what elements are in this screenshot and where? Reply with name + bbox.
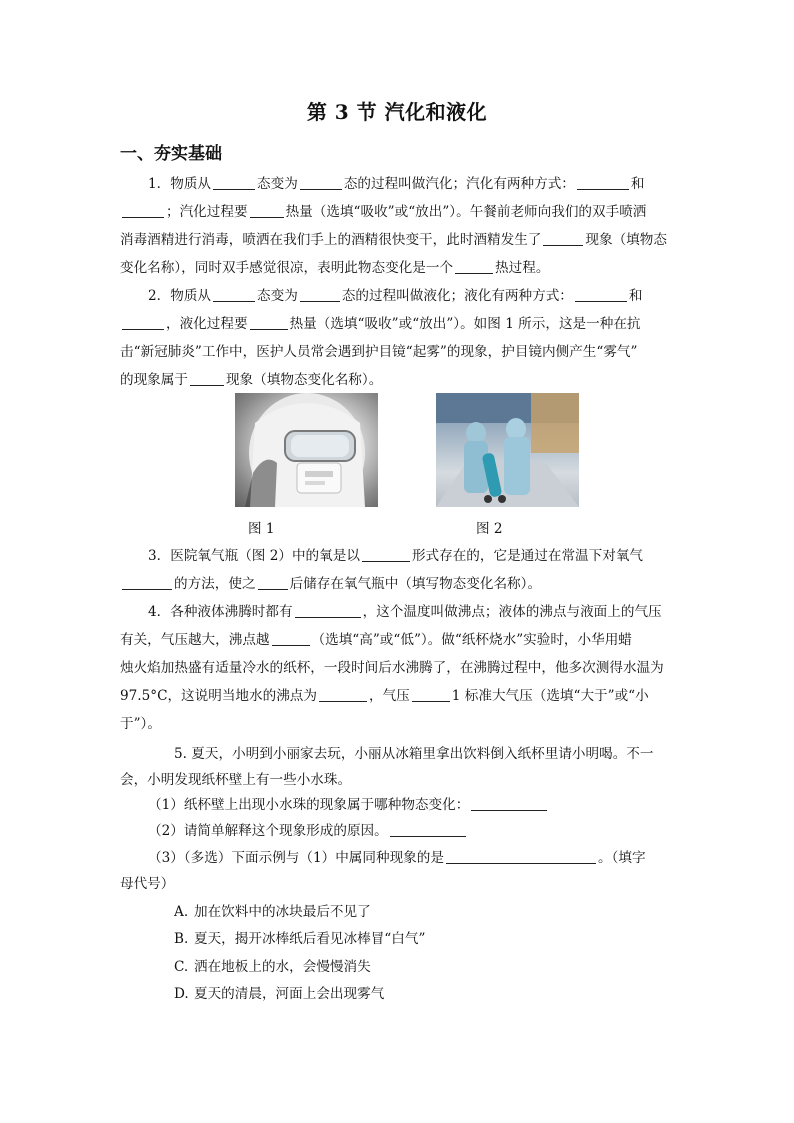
- answer-blank[interactable]: [300, 175, 342, 190]
- text: 热量（选填“吸收”或“放出”）。午餐前老师向我们的双手喷洒: [285, 204, 647, 220]
- page-title: 第 3 节 汽化和液化: [306, 100, 488, 124]
- q2-line-1: [148, 287, 704, 305]
- text: 的方法，使之: [174, 576, 256, 592]
- text: （2）请简单解释这个现象形成的原因。: [148, 823, 388, 839]
- text: 现象（填物态变化名称）。: [225, 372, 383, 388]
- text: （3）（多选）下面示例与（1）中属同种现象的是: [148, 850, 444, 866]
- hospital-corridor-illustration: [436, 393, 579, 507]
- text: 1．物质从: [148, 176, 212, 192]
- text: 形式存在的，它是通过在常温下对氧气: [411, 548, 644, 564]
- answer-blank[interactable]: [455, 259, 493, 274]
- q5-sub-1: [148, 796, 704, 814]
- option-text: 夏天，揭开冰棒纸后看见冰棒冒“白气”: [194, 931, 426, 947]
- answer-blank[interactable]: [250, 315, 288, 330]
- text: 击“新冠肺炎”工作中，医护人员常会遇到护目镜“起雾”的现象，护目镜内侧产生“雾气”: [120, 344, 638, 360]
- figure-2-caption: 图 2: [476, 521, 503, 537]
- section-heading: 一、夯实基础: [120, 144, 222, 164]
- text: 现象（填物态: [585, 232, 667, 248]
- text: 和: [630, 176, 645, 192]
- text: 的现象属于: [120, 372, 188, 388]
- text: （1）纸杯壁上出现小水珠的现象属于哪种物态变化：: [148, 797, 470, 813]
- q1-line-4: [120, 259, 676, 277]
- text: 5. 夏天，小明到小丽家去玩，小丽从冰箱里拿出饮料倒入纸杯里请小明喝。不一: [174, 746, 654, 762]
- option-label: B.: [174, 931, 189, 947]
- text: 有关，气压越大，沸点越: [120, 632, 270, 648]
- option-d: [174, 985, 730, 1003]
- answer-blank[interactable]: [122, 203, 164, 218]
- answer-blank[interactable]: [577, 175, 629, 190]
- q2-line-4: [120, 371, 676, 389]
- answer-blank[interactable]: [250, 203, 284, 218]
- text: 热过程。: [495, 260, 550, 276]
- answer-blank[interactable]: [295, 603, 361, 618]
- q4-line-1: [148, 603, 704, 621]
- q3-line-2: [120, 575, 676, 593]
- text: ；汽化过程要: [166, 204, 248, 220]
- text: 后储存在氧气瓶中（填写物态变化名称）。: [289, 576, 542, 592]
- text: （选填“高”或“低”）。做“纸杯烧水”实验时，小华用蜡: [311, 632, 632, 648]
- figure-1-goggles-photo: [235, 393, 378, 507]
- option-text: 加在饮料中的冰块最后不见了: [194, 904, 371, 920]
- text: 态的过程叫做汽化；汽化有两种方式：: [343, 176, 575, 192]
- goggles-illustration: [235, 393, 378, 507]
- q1-line-1: [148, 175, 704, 193]
- q5-line-2: [120, 771, 676, 789]
- answer-blank[interactable]: [272, 631, 310, 646]
- answer-blank[interactable]: [575, 287, 627, 302]
- text: ，液化过程要: [166, 316, 248, 332]
- q4-line-4: [120, 687, 676, 705]
- text: 2．物质从: [148, 288, 212, 304]
- text: 97.5°C，这说明当地水的沸点为: [120, 688, 317, 704]
- answer-blank[interactable]: [213, 175, 255, 190]
- option-label: C.: [174, 959, 189, 975]
- text: 态变为: [257, 288, 298, 304]
- option-text: 夏天的清晨，河面上会出现雾气: [194, 986, 385, 1002]
- q4-line-3: [120, 659, 676, 677]
- figure-1-caption: 图 1: [248, 521, 275, 537]
- q5-sub-2: [148, 822, 704, 840]
- text: 态变为: [257, 176, 298, 192]
- q2-line-2: [120, 315, 676, 333]
- text: 于”）。: [120, 716, 161, 732]
- answer-blank[interactable]: [190, 371, 224, 386]
- q2-line-3: [120, 343, 676, 361]
- answer-blank[interactable]: [412, 687, 450, 702]
- q4-line-2: [120, 631, 676, 649]
- answer-blank[interactable]: [390, 822, 466, 837]
- text: 态的过程叫做液化；液化有两种方式：: [341, 288, 573, 304]
- q1-line-3: [120, 231, 676, 249]
- figure-2-oxygen-cylinder-photo: [436, 393, 579, 507]
- q1-line-2: [120, 203, 676, 221]
- text: 会，小明发现纸杯壁上有一些小水珠。: [120, 772, 352, 788]
- text: ，气压: [369, 688, 410, 704]
- text: 热量（选填“吸收”或“放出”）。如图 1 所示，这是一种在抗: [289, 316, 641, 332]
- option-label: A.: [174, 904, 189, 920]
- q3-line-1: [148, 547, 704, 565]
- answer-blank[interactable]: [258, 575, 288, 590]
- option-text: 洒在地板上的水，会慢慢消失: [194, 959, 371, 975]
- answer-blank[interactable]: [543, 231, 583, 246]
- answer-blank[interactable]: [122, 575, 172, 590]
- text: 1 标准大气压（选填“大于”或“小: [451, 688, 649, 704]
- answer-blank[interactable]: [300, 287, 340, 302]
- q5-sub-3-cont: [120, 875, 676, 893]
- answer-blank[interactable]: [362, 547, 410, 562]
- option-label: D.: [174, 986, 189, 1002]
- text: 3．医院氧气瓶（图 2）中的氧是以: [148, 548, 360, 564]
- answer-blank[interactable]: [122, 315, 164, 330]
- option-c: [174, 958, 730, 976]
- text: 消毒酒精进行消毒，喷洒在我们手上的酒精很快变干，此时酒精发生了: [120, 232, 542, 248]
- text: 4．各种液体沸腾时都有: [148, 604, 293, 620]
- text: 和: [628, 288, 643, 304]
- answer-blank[interactable]: [446, 849, 596, 864]
- text: ，这个温度叫做沸点；液体的沸点与液面上的气压: [362, 604, 662, 620]
- q5-sub-3: [148, 849, 704, 867]
- text: 。（填字: [597, 850, 646, 866]
- option-b: [174, 930, 730, 948]
- answer-blank[interactable]: [319, 687, 367, 702]
- text: 母代号）: [120, 876, 175, 892]
- text: 变化名称），同时双手感觉很凉，表明此物态变化是一个: [120, 260, 454, 276]
- answer-blank[interactable]: [213, 287, 255, 302]
- answer-blank[interactable]: [471, 796, 547, 811]
- q5-line-1: [174, 745, 730, 763]
- q4-line-5: [120, 715, 676, 733]
- text: 烛火焰加热盛有适量冷水的纸杯，一段时间后水沸腾了，在沸腾过程中，他多次测得水温为: [120, 660, 664, 676]
- option-a: [174, 903, 730, 921]
